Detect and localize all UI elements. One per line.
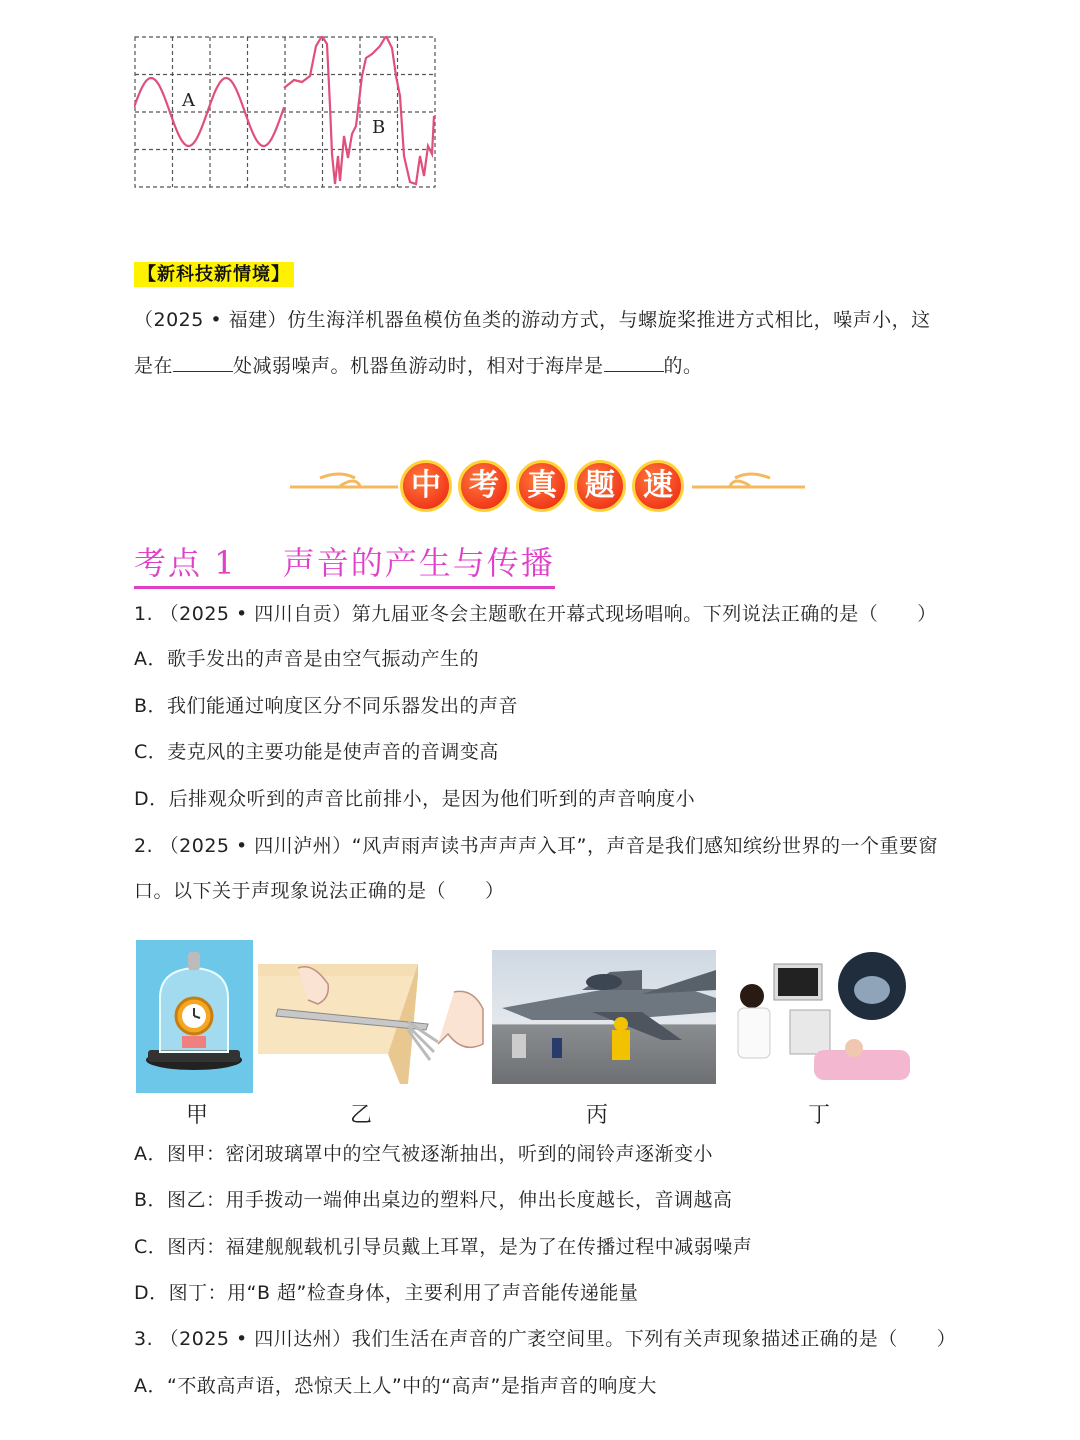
q1-stem: 1. （2025 • 四川自贡）第九届亚冬会主题歌在开幕式现场唱响。下列说法正确的是（ ） xyxy=(134,603,937,625)
banner-char-5: 速 xyxy=(632,460,684,512)
wave-label-b: B xyxy=(372,117,386,138)
q2-option-a[interactable]: A．图甲：密闭玻璃罩中的空气被逐渐抽出，听到的闹铃声逐渐变小 xyxy=(134,1143,713,1165)
image-bing-jet xyxy=(492,950,716,1084)
answer-blank-1[interactable] xyxy=(173,355,233,372)
q2-option-c[interactable]: C．图丙：福建舰舰载机引导员戴上耳罩，是为了在传播过程中减弱噪声 xyxy=(134,1236,753,1258)
q3-option-a[interactable]: A．“不敢高声语，恐惊天上人”中的“高声”是指声音的响度大 xyxy=(134,1375,657,1397)
intro-line-2a: 是在 xyxy=(134,355,174,377)
q1-option-c[interactable]: C．麦克风的主要功能是使声音的音调变高 xyxy=(134,741,499,763)
wave-b-line xyxy=(284,36,434,184)
waveform-figure xyxy=(134,36,436,188)
image-jia-bell-jar xyxy=(136,940,253,1093)
image-ding-ultrasound xyxy=(734,950,910,1084)
q2-option-d[interactable]: D．图丁：用“B 超”检查身体，主要利用了声音能传递能量 xyxy=(134,1282,639,1304)
ultrasound-svg xyxy=(734,950,910,1084)
waveform-svg xyxy=(134,36,436,188)
q2-stem-line-1: 2. （2025 • 四川泸州）“风声雨声读书声声声入耳”，声音是我们感知缤纷世界的一个重要窗 xyxy=(134,835,938,857)
image-yi-ruler xyxy=(258,964,486,1084)
caption-yi: 乙 xyxy=(350,1103,373,1128)
intro-tag-wrap xyxy=(134,260,294,286)
q2-option-b[interactable]: B．图乙：用手拨动一端伸出桌边的塑料尺，伸出长度越长，音调越高 xyxy=(134,1189,733,1211)
intro-line-2b: 处减弱噪声。机器鱼游动时，相对于海岸是 xyxy=(233,355,604,377)
intro-line-2 xyxy=(134,354,703,378)
ruler-svg xyxy=(258,964,486,1084)
answer-blank-2[interactable] xyxy=(604,355,664,372)
exam-banner xyxy=(280,456,810,516)
caption-jia: 甲 xyxy=(186,1103,209,1128)
q2-stem-line-2: 口。以下关于声现象说法正确的是（ ） xyxy=(134,880,505,902)
q1-option-b[interactable]: B．我们能通过响度区分不同乐器发出的声音 xyxy=(134,695,519,717)
intro-line-1: （2025 • 福建）仿生海洋机器鱼模仿鱼类的游动方式，与螺旋桨推进方式相比，噪声小，这 xyxy=(134,309,931,331)
section-title: 考点 1 声音的产生与传播 xyxy=(134,538,555,589)
banner-char-3: 真 xyxy=(516,460,568,512)
q3-stem: 3. （2025 • 四川达州）我们生活在声音的广袤空间里。下列有关声现象描述正确的是（ ） xyxy=(134,1328,957,1350)
q1-option-d[interactable]: D．后排观众听到的声音比前排小，是因为他们听到的声音响度小 xyxy=(134,788,696,810)
jet-svg xyxy=(492,950,716,1084)
banner-char-1: 中 xyxy=(400,460,452,512)
q1-option-a[interactable]: A．歌手发出的声音是由空气振动产生的 xyxy=(134,648,479,670)
grid xyxy=(135,37,435,187)
banner-char-2: 考 xyxy=(458,460,510,512)
caption-ding: 丁 xyxy=(808,1103,831,1128)
new-tech-tag: 【新科技新情境】 xyxy=(134,262,294,287)
intro-line-2c: 的。 xyxy=(663,355,703,377)
bell-jar-svg xyxy=(136,940,253,1093)
wave-label-a: A xyxy=(182,90,195,111)
caption-bing: 丙 xyxy=(586,1103,609,1128)
banner-char-4: 题 xyxy=(574,460,626,512)
